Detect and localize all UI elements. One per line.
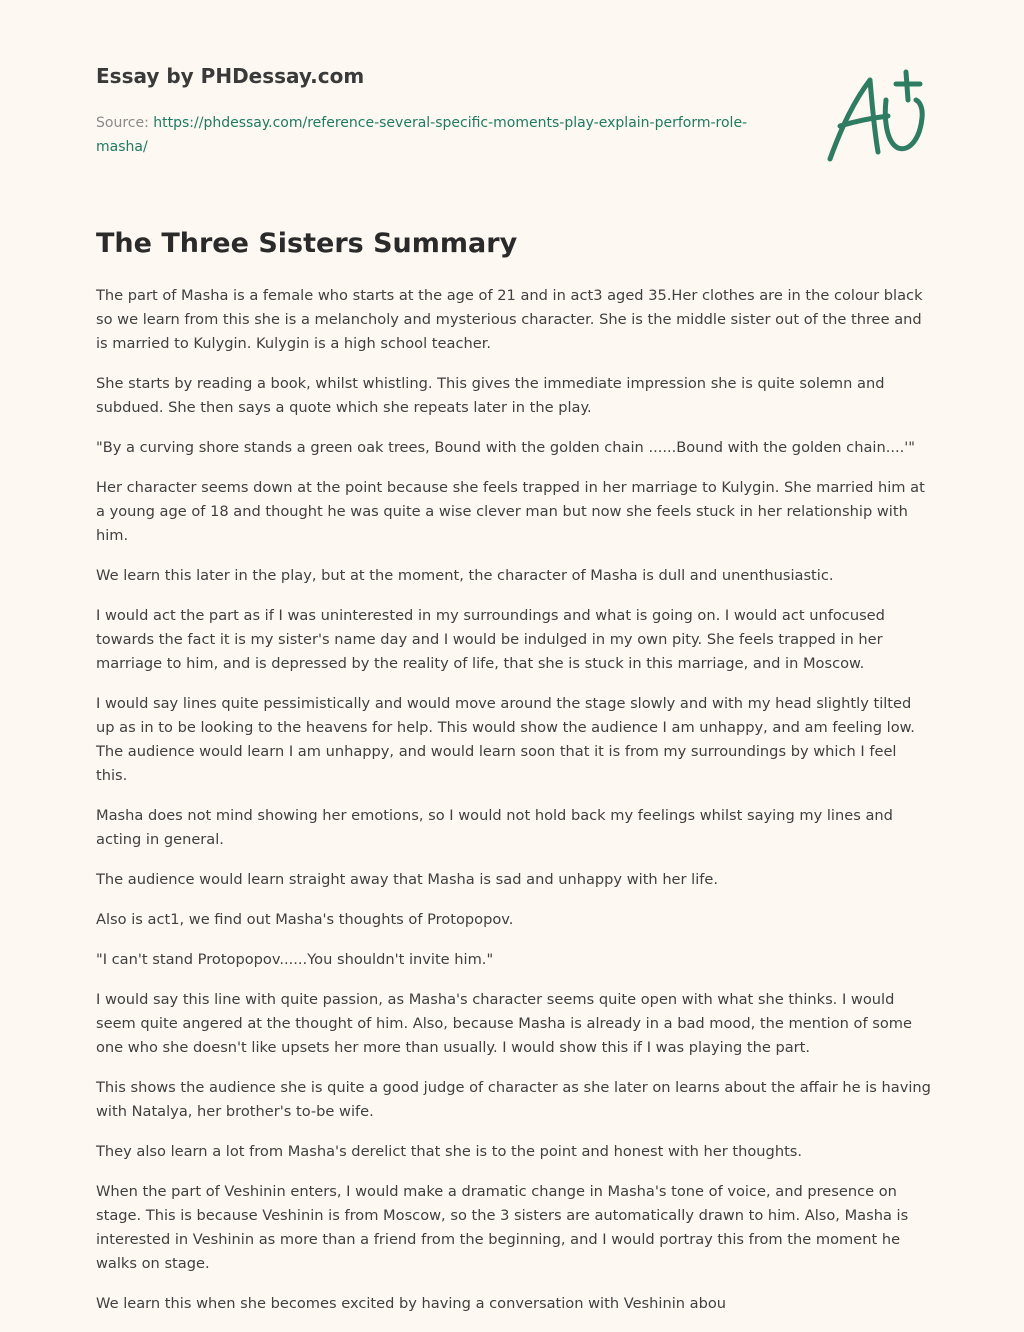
- essay-paragraph: We learn this when she becomes excited by having a conversation with Veshinin abou: [96, 1295, 727, 1312]
- essay-paragraph: The audience would learn straight away that Masha is sad and unhappy with her life.: [96, 871, 719, 888]
- source-link[interactable]: https://phdessay.com/reference-several-specific-moments-play-explain-perform-role-masha/: [96, 115, 748, 155]
- a-plus-grade-icon: [822, 66, 932, 166]
- site-brand: Essay by PHDessay.com: [96, 64, 365, 88]
- source-line: [96, 111, 796, 159]
- essay-paragraph: We learn this later in the play, but at the moment, the character of Masha is dull and unenthusiastic.: [96, 567, 834, 584]
- essay-paragraph: "By a curving shore stands a green oak trees, Bound with the golden chain ......Bound with the golden chain....'": [96, 439, 915, 456]
- essay-paragraph: "I can't stand Protopopov......You shouldn't invite him.": [96, 951, 494, 968]
- source-label: Source:: [96, 115, 154, 131]
- essay-paragraph: I would say this line with quite passion, as Masha's character seems quite open with what she thinks. I would seem quite angered at the thought of him. Also, because Masha is already in a bad mood, the mention of some one who she doesn't like upsets her more than usually. I would show this if I was playing the part.: [96, 991, 912, 1056]
- essay-paragraph: She starts by reading a book, whilst whistling. This gives the immediate impression she is quite solemn and subdued. She then says a quote which she repeats later in the play.: [96, 375, 885, 416]
- essay-paragraph: I would act the part as if I was uninterested in my surroundings and what is going on. I would act unfocused towards the fact it is my sister's name day and I would be indulged in my own pity. She feels trapped in her marriage to him, and is depressed by the reality of life, that she is stuck in this marriage, and in Moscow.: [96, 607, 885, 672]
- essay-paragraph: They also learn a lot from Masha's derelict that she is to the point and honest with her thoughts.: [96, 1143, 803, 1160]
- essay-paragraph: I would say lines quite pessimistically and would move around the stage slowly and with my head slightly tilted up as in to be looking to the heavens for help. This would show the audience I am unhappy, and am feeling low. The audience would learn I am unhappy, and would learn soon that it is from my surroundings by which I feel this.: [96, 695, 915, 784]
- essay-paragraph: Her character seems down at the point because she feels trapped in her marriage to Kulygin. She married him at a young age of 18 and thought he was quite a wise clever man but now she feels stuck in her relationship with him.: [96, 479, 925, 544]
- essay-body: [96, 284, 932, 1332]
- essay-title: The Three Sisters Summary: [96, 228, 518, 259]
- essay-paragraph: Also is act1, we find out Masha's thoughts of Protopopov.: [96, 911, 514, 928]
- essay-paragraph: Masha does not mind showing her emotions, so I would not hold back my feelings whilst saying my lines and acting in general.: [96, 807, 893, 848]
- essay-paragraph: When the part of Veshinin enters, I would make a dramatic change in Masha's tone of voice, and presence on stage. This is because Veshinin is from Moscow, so the 3 sisters are automatically drawn to him. Also, Masha is interested in Veshinin as more than a friend from the beginning, and I would portray this from the moment he walks on stage.: [96, 1183, 909, 1272]
- essay-paragraph: This shows the audience she is quite a good judge of character as she later on learns about the affair he is having with Natalya, her brother's to-be wife.: [96, 1079, 931, 1120]
- essay-paragraph: The part of Masha is a female who starts at the age of 21 and in act3 aged 35.Her clothes are in the colour black so we learn from this she is a melancholy and mysterious character. She is the middle sister out of the three and is married to Kulygin. Kulygin is a high school teacher.: [96, 287, 923, 352]
